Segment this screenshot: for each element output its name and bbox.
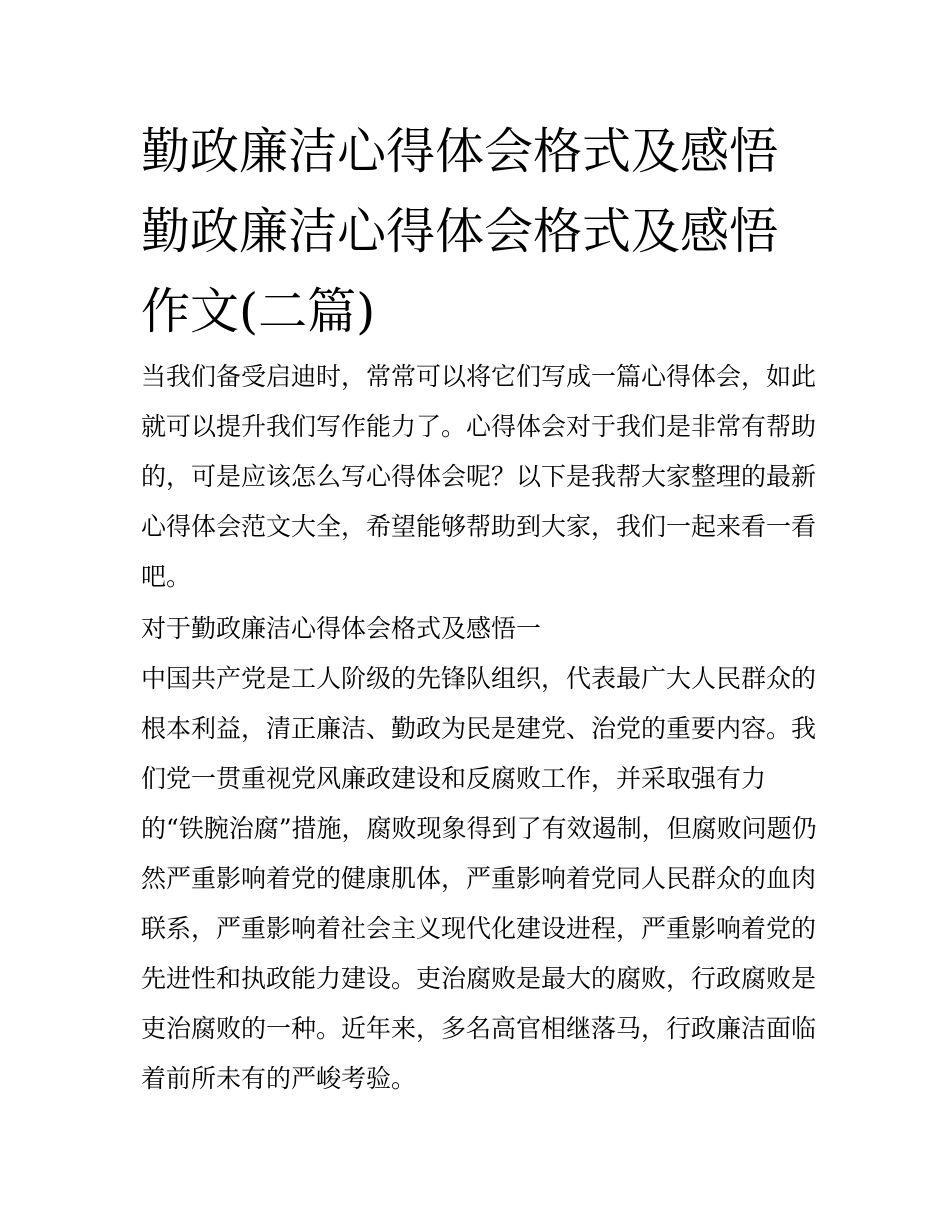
title-line: 勤政廉洁心得体会格式及感悟 (141, 123, 779, 180)
title-line: 作文(二篇) (141, 283, 376, 340)
intro-line: 当我们备受启迪时，常常可以将它们写成一篇心得体会，如此 (141, 362, 817, 391)
paragraph-line: 然严重影响着党的健康肌体，严重影响着党同人民群众的血肉 (141, 864, 817, 893)
intro-line: 吧。 (141, 562, 192, 591)
paragraph-line: 吏治腐败的一种。近年来，多名高官相继落马，行政廉洁面临 (141, 1014, 817, 1043)
intro-paragraph (141, 352, 817, 602)
body-paragraph (141, 654, 817, 1104)
section-heading-text: 对于勤政廉洁心得体会格式及感悟一 (141, 614, 542, 643)
intro-line: 的，可是应该怎么写心得体会呢？以下是我帮大家整理的最新 (141, 462, 817, 491)
paragraph-line: 着前所未有的严峻考验。 (141, 1064, 417, 1093)
intro-line: 心得体会范文大全，希望能够帮助到大家，我们一起来看一看 (141, 512, 817, 541)
title-line: 勤政廉洁心得体会格式及感悟 (141, 203, 779, 260)
document-title (141, 112, 813, 352)
intro-line: 就可以提升我们写作能力了。心得体会对于我们是非常有帮助 (141, 412, 817, 441)
paragraph-line: 们党一贯重视党风廉政建设和反腐败工作，并采取强有力 (141, 764, 767, 793)
paragraph-line: 中国共产党是工人阶级的先锋队组织，代表最广大人民群众的 (141, 664, 817, 693)
paragraph-line: 的“铁腕治腐”措施，腐败现象得到了有效遏制，但腐败问题仍 (141, 814, 817, 843)
paragraph-line: 根本利益，清正廉洁、勤政为民是建党、治党的重要内容。我 (141, 714, 817, 743)
paragraph-line: 先进性和执政能力建设。吏治腐败是最大的腐败，行政腐败是 (141, 964, 817, 993)
section-heading (141, 604, 813, 654)
paragraph-line: 联系，严重影响着社会主义现代化建设进程，严重影响着党的 (141, 914, 817, 943)
